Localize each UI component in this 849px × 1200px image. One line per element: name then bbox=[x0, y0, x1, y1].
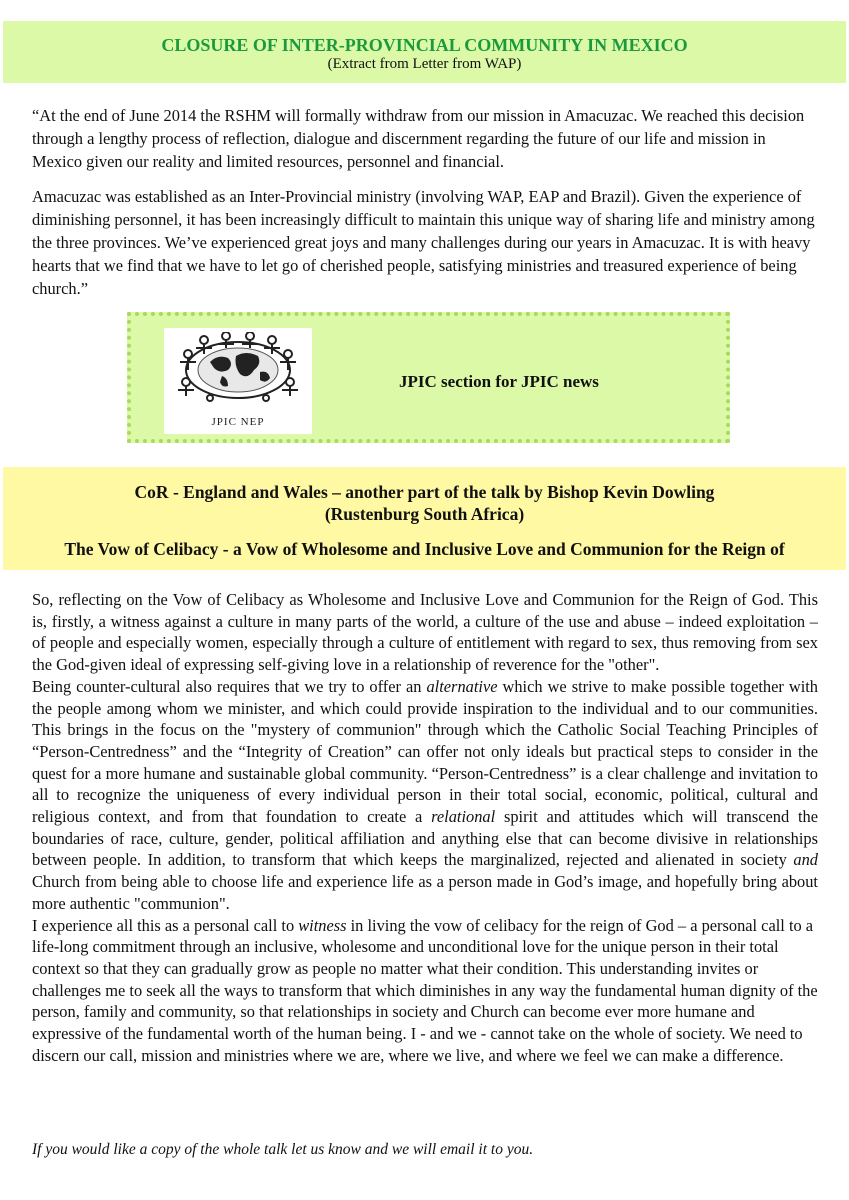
page-subtitle: (Extract from Letter from WAP) bbox=[327, 56, 522, 72]
emphasis: alternative bbox=[426, 676, 498, 696]
section-heading: CoR - England and Wales – another part of the talk by Bishop Kevin Dowling bbox=[134, 482, 715, 502]
jpic-label: JPIC section for JPIC news bbox=[399, 372, 599, 391]
closing-note: If you would like a copy of the whole talk let us know and we will email it to you. bbox=[32, 1141, 534, 1158]
body-text: which we strive to make possible together with the people among whom we minister, and which could provide inspiration to the individual and to our communities. This brings in the focus on the "mystery of communion" through which the Catholic Social Teaching Principles of “Person-Centredness” and the “Integrity of Creation” can offer not only ideals but practical steps to consider in the quest for a more humane and sustainable global community. “Person-Centredness” is a clear challenge and invitation to all to recognize the uniqueness of every individual person in their total social, economic, political, cultural and religious context, and from that foundation to create a bbox=[32, 676, 818, 827]
globe-people-icon bbox=[170, 332, 306, 408]
intro-section bbox=[32, 104, 818, 312]
jpic-box bbox=[127, 312, 730, 443]
body-paragraph-2 bbox=[32, 676, 818, 915]
body-text: Being counter-cultural also requires that we try to offer an bbox=[32, 676, 427, 696]
section-subheading: The Vow of Celibacy - a Vow of Wholesome and Inclusive Love and Communion for the Reign of bbox=[64, 539, 785, 559]
body-text: in living the vow of celibacy for the reign of God – a personal call to a life-long commitment through an inclusive, wholesome and unconditional love for the unique person in their total context so that they can gradually grow as people no matter what their condition. This understanding invites or challenges me to seek all the ways to transform that which diminishes in any way the fundamental human dignity of the person, family and community, so that relationships in society and Church can become ever more humane and expressive of the fundamental worth of the human being. I - and we - cannot take on the whole of society. We need to discern our call, mission and ministries where we are, where we live, and where we feel we can make a difference. bbox=[32, 915, 818, 1065]
article-body bbox=[32, 589, 818, 1066]
section-banner bbox=[3, 467, 846, 570]
logo-text: JPIC NEP bbox=[211, 416, 265, 428]
body-text: I experience all this as a personal call to bbox=[32, 915, 299, 935]
intro-paragraph-1: “At the end of June 2014 the RSHM will formally withdraw from our mission in Amacuzac. We reached this decision through a lengthy process of reflection, dialogue and discernment regarding the future of our life and mission in Mexico given our reality and limited resources, personnel and financial. bbox=[32, 106, 805, 171]
body-text: spirit and attitudes which will transcend the boundaries of race, culture, gender, political affiliation and anything else that can become divisive in relationships between people. In addition, to transform that which keeps the marginalized, rejected and alienated in society bbox=[32, 807, 818, 870]
jpic-logo bbox=[164, 328, 312, 434]
body-paragraph-1: So, reflecting on the Vow of Celibacy as Wholesome and Inclusive Love and Communion for the Reign of God. This is, firstly, a witness against a culture in many parts of the world, a culture of the use and abuse – indeed exploitation – of people and especially women, especially through a culture of entitlement with regard to sex, thus removing from sex the God-given ideal of expressing self-giving love in a relationship of reverence for the "other". bbox=[32, 590, 818, 675]
emphasis: witness bbox=[298, 915, 347, 935]
body-text: Church from being able to choose life and experience life as a person made in God’s image, and hopefully bring about more authentic "communion". bbox=[32, 872, 818, 913]
header-banner bbox=[3, 21, 846, 83]
body-paragraph-3 bbox=[32, 915, 818, 1067]
page-title: CLOSURE OF INTER-PROVINCIAL COMMUNITY IN MEXICO bbox=[161, 35, 688, 55]
emphasis: relational bbox=[431, 807, 496, 827]
intro-paragraph-2: Amacuzac was established as an Inter-Provincial ministry (involving WAP, EAP and Brazil). Given the experience of diminishing personnel, it has been increasingly difficult to maintain this unique way of sharing life and ministry among the three provinces. We’ve experienced great joys and many challenges during our years in Amacuzac. It is with heavy hearts that we find that we have to let go of cherished people, satisfying ministries and treasured experience of being church.” bbox=[32, 187, 815, 298]
section-heading-location: (Rustenburg South Africa) bbox=[324, 504, 525, 524]
emphasis: and bbox=[793, 850, 818, 870]
